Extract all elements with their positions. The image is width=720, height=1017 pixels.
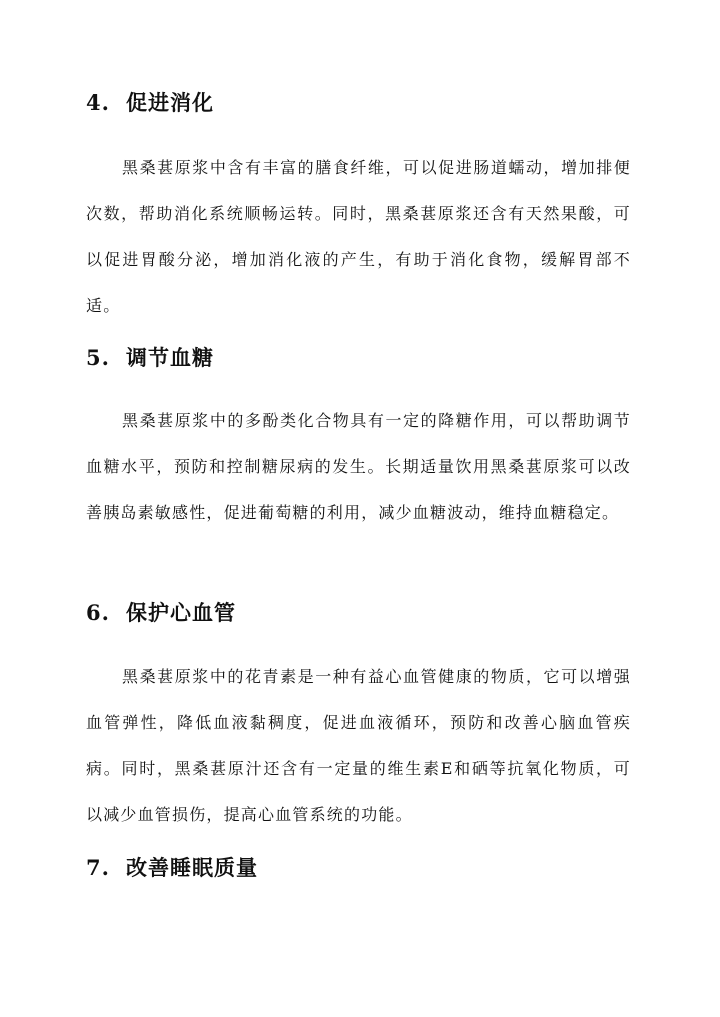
section-number: 7. [86,855,110,880]
section-body-6: 黑桑葚原浆中的花青素是一种有益心血管健康的物质，它可以增强血管弹性，降低血液黏稠度，促进血液循环，预防和改善心脑血管疾病。同时，黑桑葚原汁还含有一定量的维生素E和硒等抗氧化物质，可以减少血管损伤，提高心血管系统的功能。 [86,667,631,824]
section-heading-7 [86,854,258,882]
section-number: 5. [86,345,110,370]
section-heading-4 [86,89,214,117]
section-body-4: 黑桑葚原浆中含有丰富的膳食纤维，可以促进肠道蠕动，增加排便次数，帮助消化系统顺畅运转。同时，黑桑葚原浆还含有天然果酸，可以促进胃酸分泌，增加消化液的产生，有助于消化食物，缓解胃部不适。 [86,158,631,315]
section-title: 保护心血管 [126,600,236,625]
section-title: 改善睡眠质量 [126,855,258,880]
section-number: 6. [86,600,110,625]
section-heading-5 [86,344,214,372]
section-number: 4. [86,90,110,115]
section-title: 调节血糖 [126,345,214,370]
section-title: 促进消化 [126,90,214,115]
section-body-5: 黑桑葚原浆中的多酚类化合物具有一定的降糖作用，可以帮助调节血糖水平，预防和控制糖尿病的发生。长期适量饮用黑桑葚原浆可以改善胰岛素敏感性，促进葡萄糖的利用，减少血糖波动，维持血糖稳定。 [86,411,631,522]
section-heading-6 [86,599,236,627]
